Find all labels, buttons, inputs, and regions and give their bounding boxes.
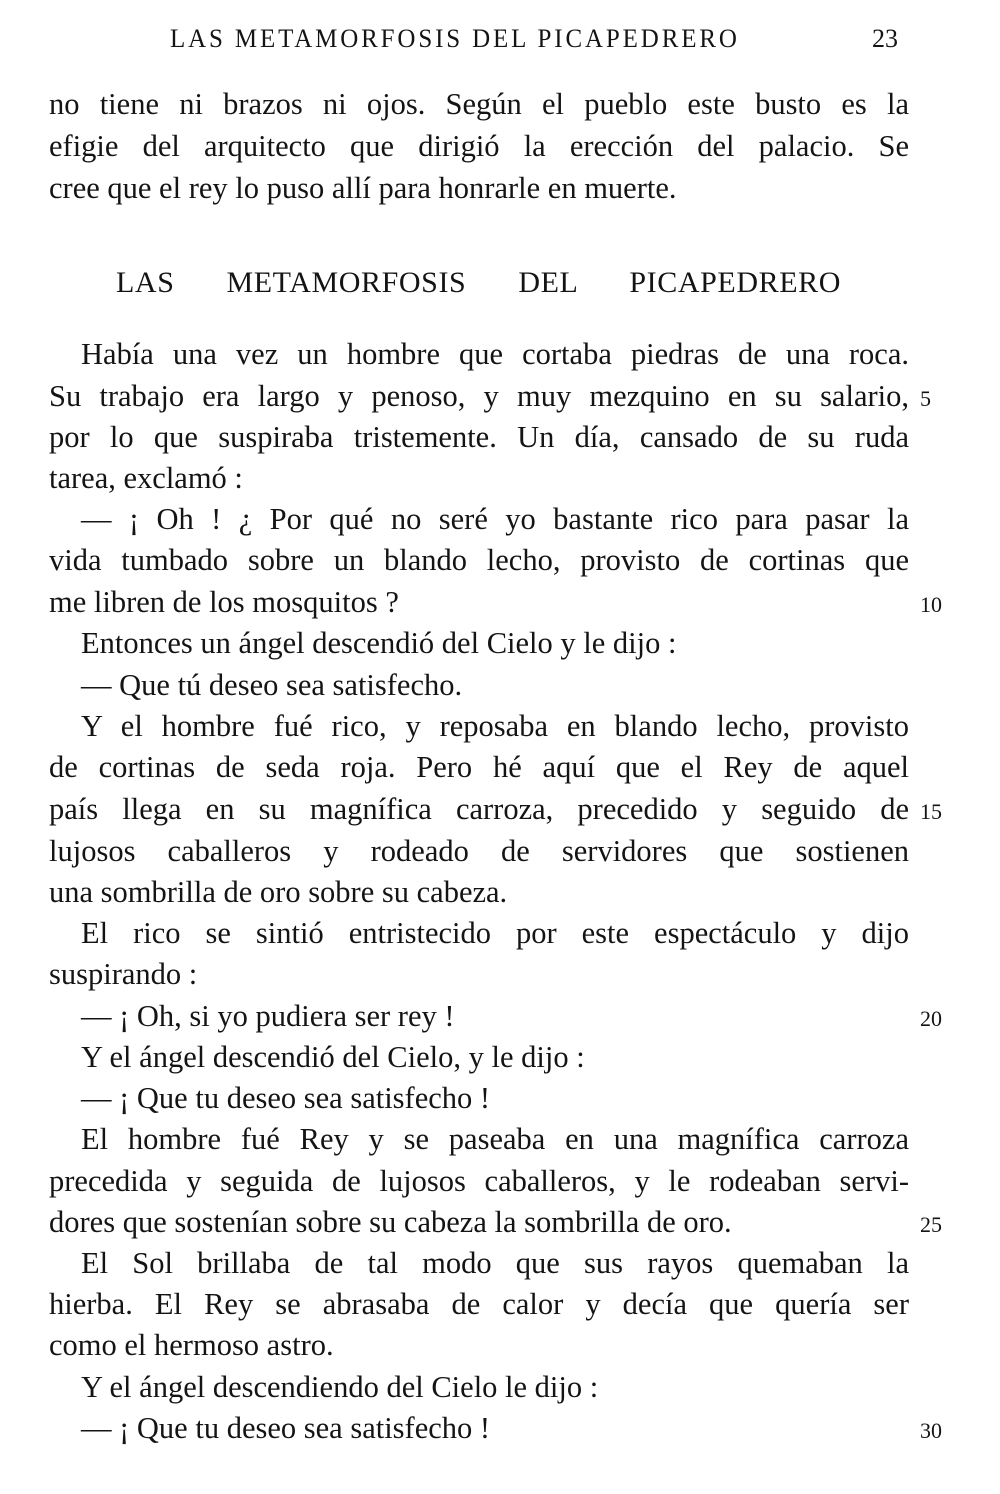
running-header bbox=[170, 20, 790, 48]
text-line: — Que tú deseo sea satisfecho. bbox=[81, 668, 463, 702]
text-line: Había una vez un hombre que cortaba piedras de una roca. bbox=[81, 337, 909, 371]
section-title: LAS METAMORFOSIS DEL PICAPEDRERO bbox=[116, 266, 841, 299]
line-number: 10 bbox=[920, 592, 942, 617]
text-line: El rico se sintió entristecido por este espectáculo y dijo bbox=[81, 916, 909, 950]
text-line: — ¡ Que tu deseo sea satisfecho ! bbox=[81, 1411, 491, 1445]
text-line: como el hermoso astro. bbox=[49, 1328, 334, 1362]
text-line: no tiene ni brazos ni ojos. Según el pueblo este busto es la bbox=[49, 87, 909, 121]
text-line: lujosos caballeros y rodeado de servidores que sostienen bbox=[49, 834, 909, 868]
running-title: LAS METAMORFOSIS DEL PICAPEDRERO bbox=[170, 24, 740, 48]
line-number: 5 bbox=[920, 386, 931, 411]
text-line: una sombrilla de oro sobre su cabeza. bbox=[49, 875, 508, 909]
text-line: cree que el rey lo puso allí para honrarle en muerte. bbox=[49, 171, 677, 205]
text-line: Entonces un ángel descendió del Cielo y le dijo : bbox=[81, 626, 677, 660]
text-line: me libren de los mosquitos ? bbox=[49, 585, 399, 619]
text-line: — ¡ Oh, si yo pudiera ser rey ! bbox=[81, 999, 455, 1033]
text-line: Su trabajo era largo y penoso, y muy mezquino en su salario, bbox=[49, 379, 909, 413]
text-line: — ¡ Que tu deseo sea satisfecho ! bbox=[81, 1081, 491, 1115]
text-line: dores que sostenían sobre su cabeza la sombrilla de oro. bbox=[49, 1205, 732, 1239]
text-line: precedida y seguida de lujosos caballeros, y le rodeaban servi- bbox=[49, 1164, 909, 1198]
text-line: por lo que suspiraba tristemente. Un día, cansado de su ruda bbox=[49, 420, 909, 454]
line-number: 25 bbox=[920, 1212, 942, 1237]
line-number: 20 bbox=[920, 1006, 942, 1031]
line-number: 15 bbox=[920, 799, 942, 824]
text-line: país llega en su magnífica carroza, precedido y seguido de bbox=[49, 792, 909, 826]
text-line: efigie del arquitecto que dirigió la erección del palacio. Se bbox=[49, 129, 909, 163]
page-number: 23 bbox=[872, 24, 898, 53]
text-line: hierba. El Rey se abrasaba de calor y decía que quería ser bbox=[49, 1287, 909, 1321]
text-line: vida tumbado sobre un blando lecho, provisto de cortinas que bbox=[49, 543, 909, 577]
text-line: Y el hombre fué rico, y reposaba en blando lecho, provisto bbox=[81, 709, 909, 743]
line-number: 30 bbox=[920, 1418, 942, 1443]
text-line: suspirando : bbox=[49, 957, 198, 991]
text-line: Y el ángel descendiendo del Cielo le dijo : bbox=[81, 1370, 599, 1404]
text-line: tarea, exclamó : bbox=[49, 461, 243, 495]
text-line: Y el ángel descendió del Cielo, y le dijo : bbox=[81, 1040, 585, 1074]
text-line: El hombre fué Rey y se paseaba en una magnífica carroza bbox=[81, 1122, 909, 1156]
text-line: de cortinas de seda roja. Pero hé aquí que el Rey de aquel bbox=[49, 750, 909, 784]
text-line: El Sol brillaba de tal modo que sus rayos quemaban la bbox=[81, 1246, 909, 1280]
text-line: — ¡ Oh ! ¿ Por qué no seré yo bastante rico para pasar la bbox=[81, 502, 909, 536]
